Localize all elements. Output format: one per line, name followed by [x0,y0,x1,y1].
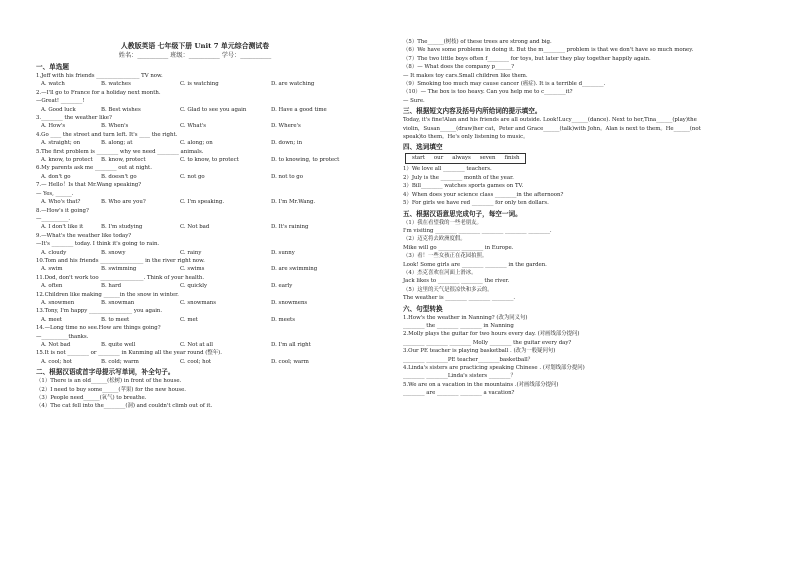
answer-option: D. to knowing, to protect [271,157,340,164]
answer-option: D. cool; warm [271,358,309,365]
question-text: 2.Molly plays the guitar for two hours every day. (对画线部分提问) [403,331,580,338]
answer-option: B. Best wishes [101,106,141,113]
question-text: （2）迈克将去欧洲度假。 [403,236,466,243]
answer-option: C. to know, to protect [180,157,239,164]
question-text: 2.—I'll go to France for a holiday next month. [36,89,161,96]
question-text: （1）我在看望我的一些老朋友。 [403,219,482,226]
question-text: （7）The two little boys often f________ for toys, but later they play together happily again. [403,55,651,62]
answer-option: A. Who's that? [41,199,81,206]
word-bank-box [405,153,526,164]
answer-option: D. not to go [271,173,303,180]
answer-option: A. snowmen [41,299,75,306]
answer-options [36,122,354,130]
answer-option: D. down; in [271,140,303,147]
answer-option: B. Who are you? [101,199,146,206]
question-text: 3.________ the weather like? [36,115,112,122]
answer-option: C. swims [180,266,205,273]
question-text: 1）We love all ________ teachers. [403,166,492,173]
answer-options [36,358,354,366]
question-text: ________ the ________ ________ in Nanning [403,322,514,329]
answer-options [36,265,354,273]
question-text: 5.The first problem is ________ why we need ________ animals. [36,148,204,155]
question-text: （8）— What does the company p______? [403,64,515,71]
word-bank [403,152,743,165]
student-info-line: 姓名：__________ 班级：__________ 学号：__________ [118,52,272,59]
answer-options [36,223,354,231]
question-text: The weather is ________ ________ ________. [403,295,516,302]
answer-options [36,249,354,257]
answer-option: C. What's [180,123,207,130]
answer-option: B. I'm studying [101,224,143,231]
word-bank-word: seven [479,155,496,162]
answer-option: C. met [180,316,198,323]
section-heading: 四、选词填空 [403,143,443,152]
question-text: 2）July is the ________ month of the year. [403,174,514,181]
answer-option: A. straight; on [41,140,81,147]
question-text: （3）People need______(氧气) to breathe. [36,395,147,402]
answer-options [36,80,354,88]
word-bank-word: start [412,155,425,162]
answer-option: B. cold; warm [101,358,139,365]
question-text: （6）We have some problems in doing it. But the m________ problem is that we don't have so much money. [403,47,694,54]
answer-option: C. Not at all [180,342,213,348]
word-bank-word: always [452,155,471,162]
answer-option: D. meets [271,316,295,323]
answer-option: D. early [271,283,293,290]
question-text: （5）这里的天气是很凉快和多云的。 [403,286,493,293]
question-text: ________ are ________ ________ a vacation? [403,390,515,397]
question-text: （2）I need to buy some______(苹果) for the new house. [36,386,186,393]
section-heading: 六、句型转换 [403,304,443,313]
question-text: —__________. [36,215,71,222]
answer-option: A. How's [41,123,66,130]
answer-option: D. I'm Mr.Wang. [271,199,316,206]
question-text: 15.It is not ________ or ________ in Kunming all the year round (整年). [36,350,222,357]
answer-options [36,316,354,324]
question-text: 8.—How's it going? [36,207,89,214]
answer-option: C. Glad to see you again [180,106,247,113]
answer-option: C. along; on [180,140,213,147]
answer-option: C. cool; hot [180,358,212,365]
question-text: （4）杰克喜欢在河面上滑冰。 [403,269,477,276]
answer-option: A. often [41,283,63,290]
answer-option: B. quite well [101,342,136,348]
word-bank-word: finish [504,155,520,162]
question-text: ________ ________Linda's sisters ________？ [403,373,516,380]
question-text: 10.Tom and his friends ________________ in the river right now. [36,257,205,264]
answer-option: C. not go [180,173,205,180]
answer-option: D. are watching [271,81,315,88]
question-text: —__________thanks. [36,333,89,340]
answer-option: A. cloudy [41,249,67,256]
section-heading: 一、单选题 [36,63,69,71]
question-text: （5）The______(树枝) of these trees are strong and big. [403,39,552,45]
question-text: 9.—What's the weather like today? [36,232,132,239]
question-text: —Great! ________! [36,98,85,105]
answer-option: B. along; at [101,140,133,147]
answer-option: A. swim [41,266,63,273]
question-text: Mike will go ________ ________ in Europe. [403,244,514,251]
question-text: 6.My parents ask me ________ out at night. [36,165,152,172]
answer-options [36,173,354,181]
question-text: — It makes toy cars.Small children like them. [403,72,528,79]
answer-option: A. cool; hot [41,358,72,365]
question-text: 14.—Long time no see.How are things going? [36,325,161,332]
answer-option: A. Good luck [41,106,76,113]
question-text: （10）— The box is too heavy. Can you help me to c________it? [403,89,573,96]
question-text: 3.Our PE teacher is playing basketball . (改为一般疑问句) [403,348,556,355]
right-column [403,38,743,398]
answer-option: D. Have a good time [271,106,327,113]
answer-option: A. don't go [41,173,71,180]
question-text: 5）For girls we have red ________ for only ten dollars. [403,200,549,207]
answer-option: B. hard [101,283,122,290]
answer-option: A. Not bad [41,342,71,348]
answer-options [36,156,354,164]
question-text: —It's ________ today. I think it's going to rain. [36,241,160,248]
section-heading: 五、根据汉语意思完成句子，每空一词。 [403,209,522,218]
answer-option: C. snowmans [180,299,217,306]
question-text: 12.Children like making ______in the snow in winter. [36,291,179,298]
answer-option: A. watch [41,81,65,88]
answer-option: D. I'm all right [271,342,311,348]
question-text: 5.We are on a vacation in the mountains .(对画线部分提问) [403,381,559,388]
answer-option: A. know, to protect [41,157,93,164]
left-column [36,38,354,411]
answer-option: B. know, protect [101,157,146,164]
answer-option: A. I don't like it [41,224,84,231]
answer-option: B. snowman [101,299,135,306]
word-bank-word: our [433,155,444,162]
answer-option: C. Not bad [180,224,210,231]
question-text: Look! Some girls are ________ ________ in the garden. [403,261,547,268]
answer-options [36,341,354,349]
question-text: Jack likes to ________ ________ the river. [403,278,510,285]
answer-option: B. doesn't go [101,173,137,180]
answer-option: D. are swimming [271,266,318,273]
question-text: Today, it's fine!Alan and his friends are all outside. Look!Lucy______(dance). Next to her,Tina______(play)the [403,117,697,124]
question-text: 4.Linda's sisters are practicing speaking Chinese . (对划线部分提问) [403,365,585,371]
section-heading: 三、根据短文内容及括号内所给词的提示填空。 [403,107,542,116]
answer-options [36,139,354,147]
question-text: （1）There is an old______(松树) in front of the house. [36,378,182,385]
answer-options [36,198,354,206]
question-text: 11.Dod, don't work too ________________. Think of your health. [36,274,205,281]
question-text: ________ ________ ________ Molly ________ the guitar every day? [403,339,572,346]
question-text: 1.How's the weather in Nanning? (改为同义句) [403,314,528,321]
question-text: 4）When does your science class ________in the afternoon? [403,191,564,198]
answer-option: D. snowmens [271,299,308,306]
question-text: （9）Smoking too much may cause cancer (癌症). It is a terrible d________. [403,81,606,88]
question-text: I'm visiting ________ ________ ________ ________ ________. [403,227,552,234]
question-text: speak)to them。He's only listening to music。 [403,134,529,141]
answer-option: D. It's raining [271,224,309,231]
answer-option: C. I'm speaking. [180,199,225,206]
question-text: 3）Bill________ watches sports games on TV. [403,183,524,190]
question-text: — Sure. [403,97,425,104]
question-text: 4.Go ____ the street and turn left. It's ____ the right. [36,131,178,138]
answer-option: B. snowy [101,249,126,256]
answer-option: A. meet [41,316,62,323]
question-text: ________ ________PE teacher________basketball？ [403,356,534,363]
section-heading: 二、根据汉语或首字母提示写单词，补全句子。 [36,368,175,377]
question-text: — Yes, ______. [36,190,74,197]
question-text: violin，Susan______(draw)her cat，Peter and Grace______(talk)with John。Alan is next to them。He______(not [403,125,701,132]
answer-options [36,282,354,290]
question-text: 1.Jeff with his friends ________________ TV now. [36,73,163,79]
question-text: 13.Tony, I'm happy ________________ you again. [36,308,163,315]
answer-option: B. to meet [101,316,130,323]
answer-option: C. is watching [180,81,219,88]
answer-option: B. watches [101,81,131,88]
answer-option: D. sunny [271,249,295,256]
worksheet-title: 人教版英语 七年级下册 Unit 7 单元综合测试卷 [120,42,270,50]
answer-option: B. When's [101,123,129,130]
answer-options [36,106,354,114]
question-text: 7.— Hello！Is that Mr.Wang speaking? [36,182,142,189]
answer-option: B. swimming [101,266,137,273]
answer-option: C. quickly [180,283,208,290]
answer-option: C. rainy [180,249,202,256]
answer-options [36,299,354,307]
question-text: （4）The cat fell into the________(洞) and couldn't climb out of it. [36,403,213,410]
question-text: （3）看！一些女孩正在花园拍照。 [403,253,488,260]
answer-option: D. Where's [271,123,301,130]
